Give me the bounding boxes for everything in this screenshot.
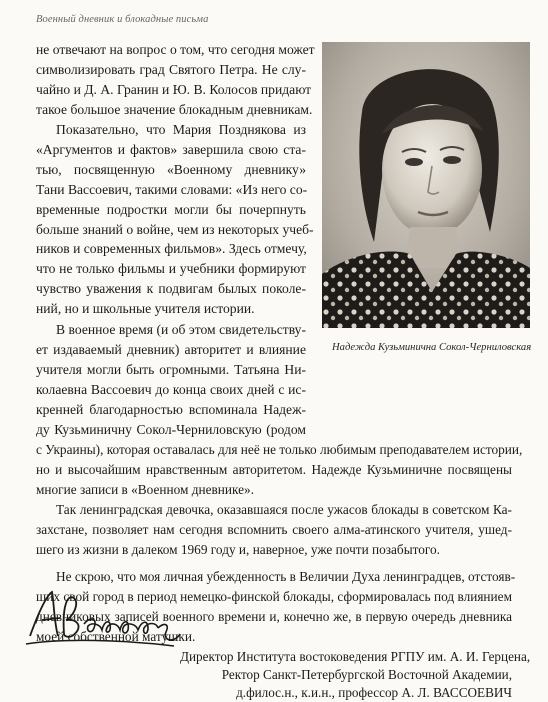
text-line: тью, посвященную «Военному дневнику» [36,161,306,177]
text-line: моей собственной матушки. [36,628,196,644]
text-line: Не скрою, что моя личная убежденность в Величии Духа ленинградцев, отстояв- [56,569,516,584]
text-line: Тани Вассоевич, такими словами: «Из него со- [36,181,308,197]
paragraph-2 [36,120,314,319]
text-line: ников и современных фильмов». Здесь отмечу, [36,241,307,257]
text-line: захстане, позволяет нам сегодня вспомнить своего алма-атинского учителя, ушед- [36,521,512,537]
photo-caption: Надежда Кузьминична Сокол-Черниловская [332,342,532,353]
text-line: ний, но и школьные учителя истории. [36,301,255,317]
text-line: кренней благодарностью вспоминала Надеж- [36,401,306,417]
author-title-line: Ректор Санкт-Петербургской Восточной Академии, [221,667,512,682]
text-line: ду Кузьминичну Сокол-Черниловскую (родом [36,421,306,437]
paragraph-3-wide [36,440,523,500]
text-line: ших свой город в период немецко-финской блокады, сформировалась под влиянием [36,588,512,604]
running-title: Военный дневник и блокадные письма [36,14,209,25]
text-line: временные подростки могли бы почерпнуть [36,201,306,217]
text-line: многие записи в «Военном дневнике». [36,481,255,497]
text-line: Так ленинградская девочка, оказавшаяся после ужасов блокады в советском Ка- [56,502,512,517]
text-line: с Украины), которая оставалась для неё не только любимым преподавателем истории, [36,442,523,457]
paragraph-4 [36,500,512,560]
text-line: дневниковых записей военного времени и, конечно же, в первую очередь дневника [36,608,512,624]
author-name-line: д.филос.н., к.и.н., профессор А. Л. ВАССОЕВИЧ [236,685,512,700]
author-title-line: Директор Института востоковедения РГПУ им. А. И. Герцена, [180,649,531,664]
handwritten-signature [24,584,184,654]
portrait-photo [322,42,530,328]
text-line: символизировать град Святого Петра. Не слу- [36,61,306,77]
text-line: такое большое значение блокадным дневникам. [36,101,313,117]
text-line: колаевна Вассоевич до конца своих дней с ис- [36,381,306,397]
text-line: что не только фильмы и учебники формируют [36,261,306,277]
text-line: «Аргументов и фактов» завершила свою ста- [36,141,306,157]
paragraph-1 [36,40,315,120]
text-line: шего из жизни в далеком 1969 году и, наверное, уже почти позабытого. [36,541,441,557]
text-line: Показательно, что Мария Позднякова из [56,122,306,137]
text-line: ет издаваемый дневник) авторитет и влияние [36,341,306,357]
text-line: не отвечают на вопрос о том, что сегодня может [36,42,315,57]
text-line: чайно и Д. А. Гранин и Ю. В. Колосов придают [36,81,312,97]
text-line: больше знаний о войне, чем из некоторых учеб- [36,221,314,237]
paragraph-3-narrow [36,320,306,439]
text-line: чувство уважения к подвигам былых поколе- [36,281,306,297]
author-signature-block [180,648,531,702]
text-line: В военное время (и об этом свидетельству- [56,322,306,337]
text-line: учителя могли быть огромными. Татьяна Ни- [36,361,306,377]
portrait-image [322,42,530,328]
text-line: но и высочайшим нравственным авторитетом. Надежде Кузьминичне посвящены [36,461,512,477]
